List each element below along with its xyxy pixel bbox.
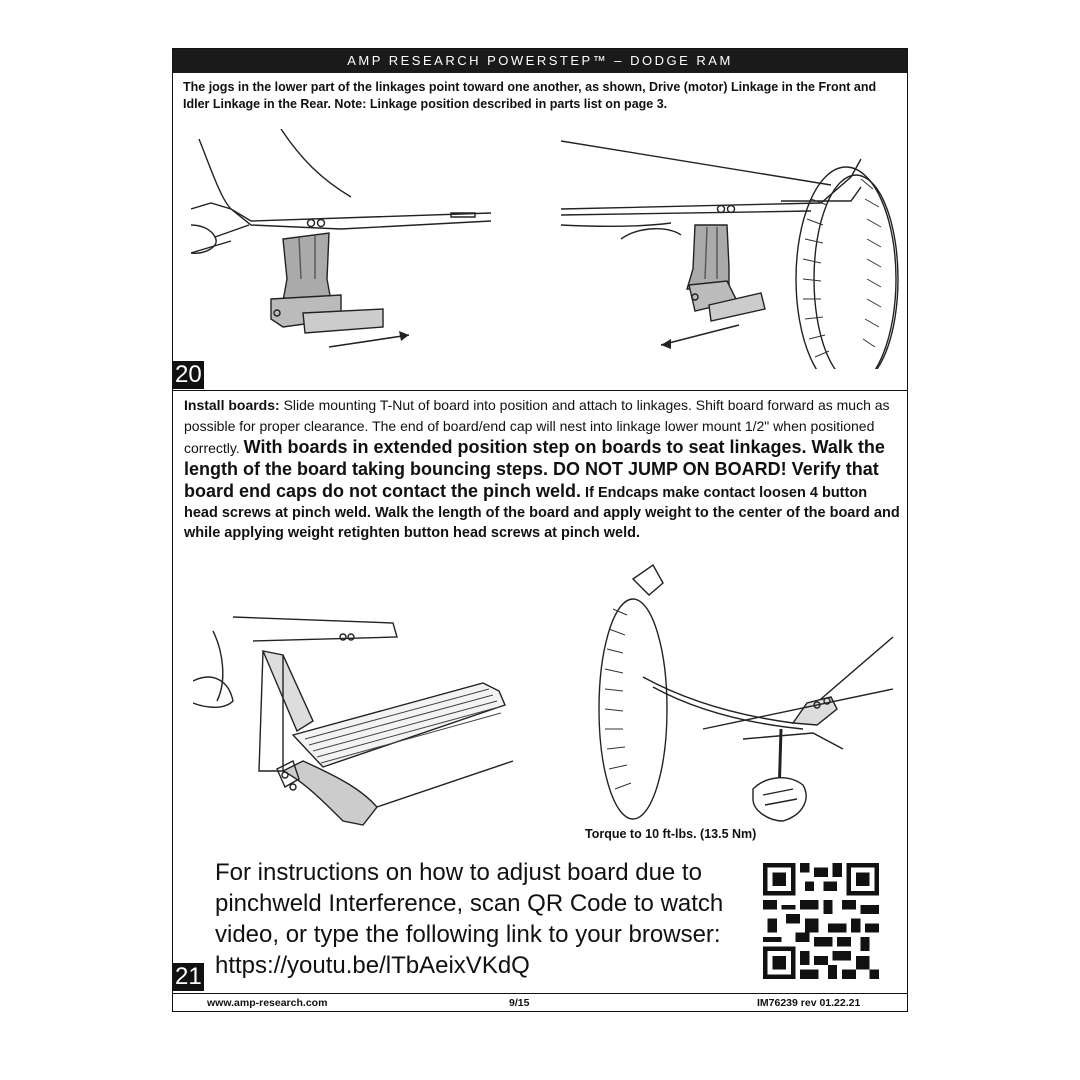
torque-spec: Torque to 10 ft-lbs. (13.5 Nm) <box>585 827 757 841</box>
step-21-text-medium: If Endcaps make contact loosen 4 button head screws at pinch weld. Walk the length of the board and apply weight to the center of the board and while applying weight retighten button head screws at pinch weld. <box>184 485 900 541</box>
qr-code-icon[interactable] <box>763 863 879 979</box>
pinch-weld-torque-illustration <box>593 559 903 824</box>
footer-website[interactable]: www.amp-research.com <box>207 997 328 1009</box>
footer-divider <box>173 993 907 994</box>
instruction-page <box>172 48 908 1012</box>
installed-board-illustration <box>193 611 523 831</box>
step-divider <box>173 390 907 391</box>
step-21-text <box>184 395 900 543</box>
front-linkage-illustration <box>191 129 511 359</box>
step-20-text: The jogs in the lower part of the linkages point toward one another, as shown, Drive (motor) Linkage in the Front and Idler Linkage in the Rear. Note: Linkage position described in parts list on page 3. <box>183 80 877 111</box>
step-21-lead: Install boards: <box>184 397 280 413</box>
step-number-20: 20 <box>175 361 202 388</box>
footer-doc-id: IM76239 rev 01.22.21 <box>757 997 861 1009</box>
rear-linkage-illustration <box>561 129 901 369</box>
footer-page-number: 9/15 <box>509 997 530 1009</box>
step-number-21: 21 <box>175 963 202 990</box>
page-header: AMP RESEARCH POWERSTEP™ – DODGE RAM <box>173 49 907 73</box>
step-21-text-small: Slide mounting T-Nut of board into position and attach to linkages. Shift board forward as much as possible for proper clearance. The end of board/end cap will nest into linkage lower mount 1/2" when positioned correctly. <box>184 397 890 456</box>
step-21-text-large: With boards in extended position step on boards to seat linkages. Walk the length of the board taking bouncing steps. DO NOT JUMP ON BOARD! Verify that board end caps do not contact the pinch weld. <box>184 437 885 501</box>
qr-instructions: For instructions on how to adjust board due to pinchweld Interference, scan QR Code to watch video, or type the following link to your browser: https://youtu.be/lTbAeixVKdQ <box>215 859 724 979</box>
